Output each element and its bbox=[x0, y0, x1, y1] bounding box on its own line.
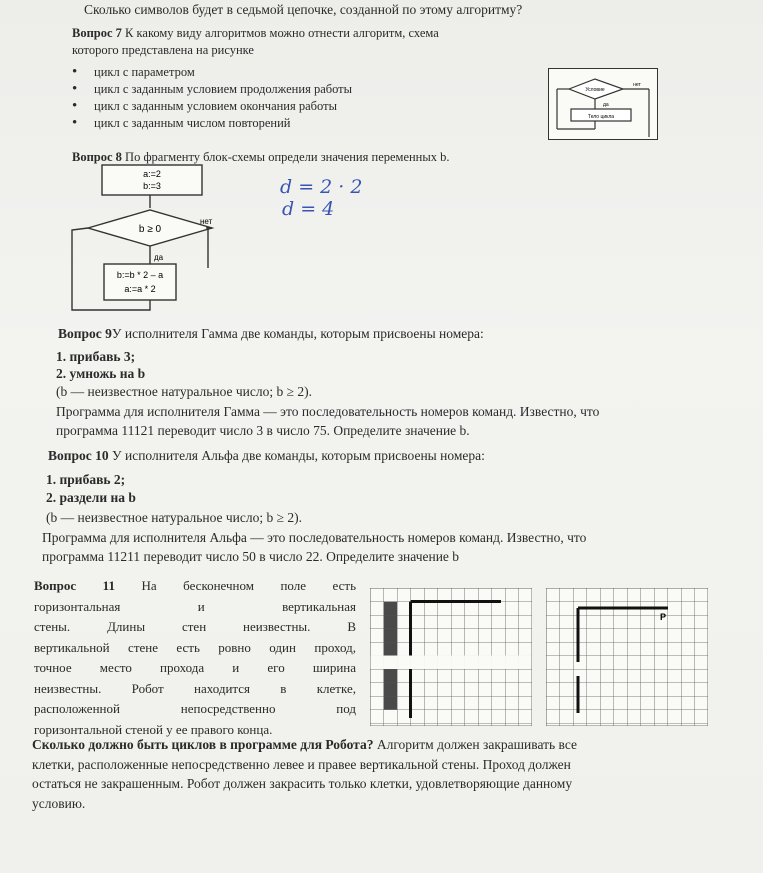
q7-diagram bbox=[548, 68, 658, 140]
q10-text: У исполнителя Альфа две команды, которым присвоены номера: bbox=[112, 448, 485, 463]
q10-desc-line2: программа 11211 переводит число 50 в число 22. Определите значение b bbox=[42, 549, 460, 564]
q9-number: Вопрос 9 bbox=[58, 326, 112, 341]
q7-option: • цикл с заданным условием продолжения работы bbox=[72, 81, 352, 98]
q7-option: • цикл с параметром bbox=[72, 64, 352, 81]
q11-question-line4: условию. bbox=[32, 796, 86, 811]
handwritten-line1: d = 2 · 2 bbox=[280, 176, 363, 198]
q11-grid-right bbox=[546, 588, 708, 726]
q11-line: горизонтальной стеной у ее правого конца. bbox=[34, 721, 273, 737]
q11-line: горизонтальная и вертикальная bbox=[34, 598, 356, 614]
q11-question-bold: Сколько должно быть циклов в программе для Робота? bbox=[32, 737, 374, 752]
q11-line: расположенной непосредственно под bbox=[34, 701, 356, 716]
passage-row bbox=[370, 656, 532, 670]
q7-no-label: нет bbox=[633, 82, 641, 88]
q7-loop-diagram bbox=[549, 69, 657, 139]
q7-condition-label: Условие bbox=[585, 87, 605, 93]
q7-number: Вопрос 7 bbox=[72, 26, 122, 40]
q11-line: неизвестны. Робот находится в клетке, bbox=[34, 680, 356, 696]
q11-line0-text: На бесконечном поле есть bbox=[141, 578, 357, 593]
q8-init-b: b:=3 bbox=[143, 181, 161, 191]
q7-option: • цикл с заданным условием окончания работы bbox=[72, 98, 352, 115]
q7-options bbox=[72, 64, 352, 132]
q7-body-label: Тело цикла bbox=[587, 114, 615, 120]
handwritten-line2: d = 4 bbox=[282, 198, 335, 220]
q10-desc-line1: Программа для исполнителя Альфа — это последовательность номеров команд. Известно, что bbox=[42, 530, 587, 545]
q9-note: (b — неизвестное натуральное число; b ≥ 2). bbox=[56, 384, 313, 399]
q10-header bbox=[48, 448, 485, 464]
q11-line: стены. Длины стен неизвестны. В bbox=[34, 619, 356, 634]
q8-question: По фрагменту блок-схемы определи значения переменных b. bbox=[125, 150, 450, 164]
q8-flowchart bbox=[60, 160, 240, 320]
top-question-line: Сколько символов будет в седьмой цепочке, созданной по этому алгоритму? bbox=[84, 2, 523, 17]
q8-condition: b ≥ 0 bbox=[138, 224, 162, 235]
q9-desc-line2: программа 11121 переводит число 3 в число 75. Определите значение b. bbox=[56, 423, 470, 438]
q11-question-rest: Алгоритм должен закрашивать все bbox=[376, 737, 577, 752]
q11-question-line3: остаться не закрашенным. Робот должен закрасить только клетки, удовлетворяющие данному bbox=[32, 776, 573, 791]
q11-grid-left bbox=[370, 588, 532, 726]
q8-body-line1: b:=b * 2 – a bbox=[116, 270, 164, 280]
q10-cmd2: 2. раздели на b bbox=[46, 490, 136, 505]
q9-cmd1: 1. прибавь 3; bbox=[56, 349, 136, 364]
q7-text-line1: К какому виду алгоритмов можно отнести алгоритм, схема bbox=[125, 26, 439, 40]
q8-number: Вопрос 8 bbox=[72, 150, 122, 164]
q10-cmd1: 1. прибавь 2; bbox=[46, 472, 126, 487]
q8-yes-label: да bbox=[154, 253, 164, 262]
q10-note: (b — неизвестное натуральное число; b ≥ 2). bbox=[46, 510, 303, 525]
q9-text: У исполнителя Гамма две команды, которым присвоены номера: bbox=[111, 326, 484, 341]
q7-yes-label: да bbox=[603, 102, 609, 108]
q8-no-label: нет bbox=[200, 217, 213, 226]
q9-header bbox=[58, 326, 484, 342]
q9-cmd2: 2. умножь на b bbox=[56, 366, 146, 381]
q7-text-line2: которого представлена на рисунке bbox=[72, 43, 254, 57]
q9-desc-line1: Программа для исполнителя Гамма — это последовательность номеров команд. Известно, что bbox=[56, 404, 600, 419]
q11-line bbox=[34, 576, 356, 597]
robot-marker: P bbox=[660, 612, 667, 622]
q8-init-a: a:=2 bbox=[143, 169, 161, 179]
q10-number: Вопрос 10 bbox=[48, 448, 109, 463]
q8-body-line2: a:=a * 2 bbox=[124, 284, 156, 294]
q11-number: Вопрос 11 bbox=[34, 578, 115, 593]
q11-paragraph bbox=[34, 576, 356, 740]
q11-line: вертикальной стене есть ровно один проход, bbox=[34, 639, 356, 655]
q7-text bbox=[72, 26, 439, 41]
q11-line: точное место прохода и его ширина bbox=[34, 660, 356, 675]
q11-question-line2: клетки, расположенные непосредственно левее и правее вертикальной стены. Проход должен bbox=[32, 757, 571, 772]
q11-question-line1 bbox=[32, 737, 577, 753]
q7-option: • цикл с заданным числом повторений bbox=[72, 115, 352, 132]
